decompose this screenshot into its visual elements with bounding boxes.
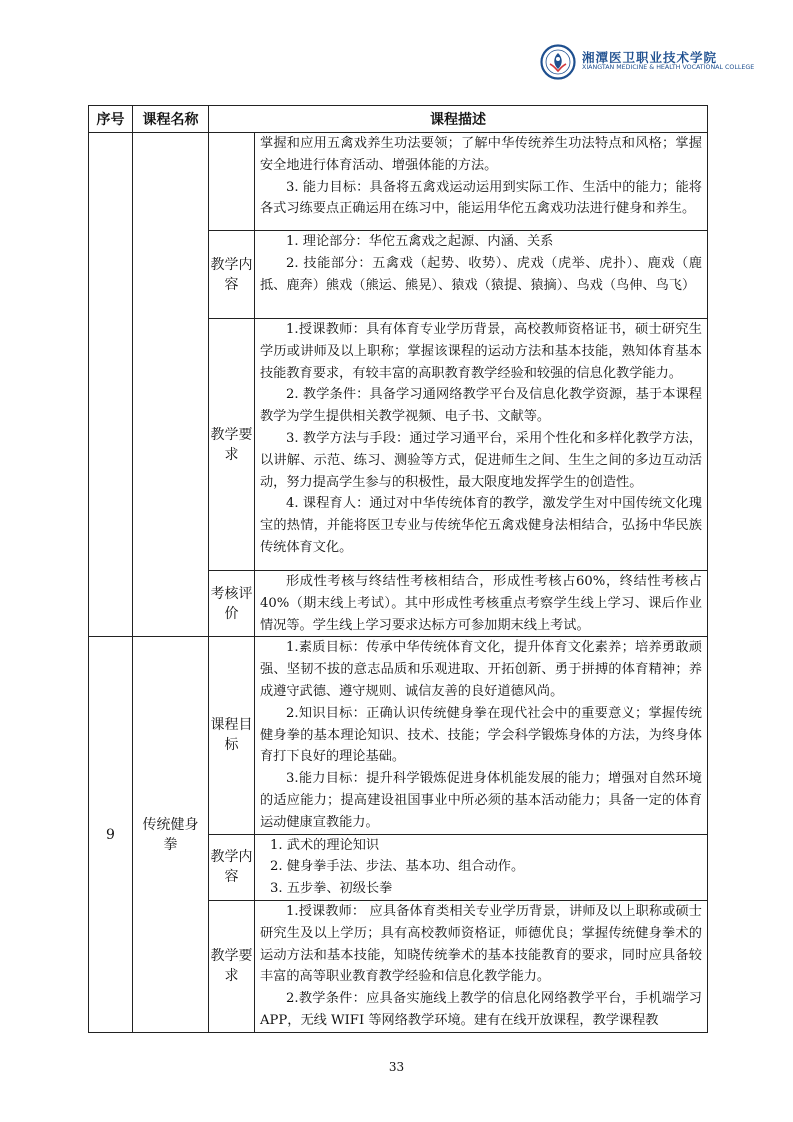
header-no: 序号 (89, 106, 133, 133)
goal-text: 2.知识目标：正确认识传统健身拳在现代社会中的重要意义；掌握传统健身拳的基本理论知识、技术、技能；学会科学锻炼身体的方法，为终身体育打下良好的理论基础。 (260, 705, 702, 765)
requirements-desc-cell (255, 319, 708, 571)
evaluation-desc-cell (255, 571, 708, 637)
content-label: 教学内容 (209, 231, 255, 319)
requirements-label: 教学要求 (209, 319, 255, 571)
header-course-name: 课程名称 (133, 106, 209, 133)
goal-text: 掌握和应用五禽戏养生功法要领；了解中华传统养生功法特点和风格；掌握安全地进行体育活动、增强体能的方法。 (260, 136, 702, 173)
content-text: 1. 武术的理论知识 (270, 837, 380, 853)
course-name: 传统健身拳 (133, 637, 209, 1033)
table-header-row (89, 106, 708, 133)
content-text: 1. 理论部分：华佗五禽戏之起源、内涵、关系 (286, 234, 554, 249)
evaluation-text: 形成性考核与终结性考核相结合，形成性考核占60%，终结性考核占40%（期末线上考试）。其中形成性考核重点考察学生线上学习、课后作业情况等。学生线上学习要求达标方可参加期末线上考试。 (260, 574, 702, 633)
content-label: 教学内容 (209, 834, 255, 900)
content-desc-cell (255, 834, 708, 900)
content-text: 2. 技能部分：五禽戏（起势、收势）、虎戏（虎举、虎扑）、鹿戏（鹿抵、鹿奔）熊戏（熊运、熊晃）、猿戏（猿提、猿摘）、鸟戏（鸟伸、鸟飞） (260, 255, 702, 293)
content-text: 2. 健身拳手法、步法、基本功、组合动作。 (270, 859, 525, 875)
course-no-cell (89, 133, 133, 637)
goal-text: 1.素质目标：传承中华传统体育文化，提升体育文化素养；培养勇敢顽强、坚韧不拔的意志品质和乐观进取、开拓创新、勇于拼搏的体育精神；养成遵守武德、遵守规则、诚信友善的良好道德风尚。 (260, 640, 702, 699)
goal-label: 课程目标 (209, 637, 255, 834)
requirement-text: 2.教学条件：应具备实施线上教学的信息化网络教学平台，手机端学习 APP，无线 WIFI 等网络教学环境。建有在线开放课程，教学课程教 (260, 991, 702, 1028)
requirement-text: 4. 课程育人：通过对中华传统体育的教学，激发学生对中国传统文化瑰宝的热情，并能将医卫专业与传统华佗五禽戏健身法相结合，弘扬中华民族传统体育文化。 (260, 496, 702, 555)
course-no: 9 (89, 637, 133, 1033)
content-desc-cell (255, 231, 708, 319)
goal-label-cell (209, 133, 255, 231)
college-logo (540, 44, 755, 80)
requirements-label: 教学要求 (209, 900, 255, 1032)
college-name-en: XIANGTAN MEDICINE & HEALTH VOCATIONAL COLLEGE (582, 64, 755, 71)
goal-text: 3.能力目标：提升科学锻炼促进身体机能发展的能力；增强对自然环境的适应能力；提高建设祖国事业中所必须的基本活动能力；具备一定的体育运动健康宣教能力。 (260, 771, 702, 830)
header-course-description: 课程描述 (209, 106, 708, 133)
requirements-desc-cell (255, 900, 708, 1032)
goal-text: 3. 能力目标：具备将五禽戏运动运用到实际工作、生活中的能力；能将各式习练要点正确运用在练习中，能运用华佗五禽戏功法进行健身和养生。 (260, 179, 702, 217)
content-text: 3. 五步拳、初级长拳 (270, 881, 393, 897)
table-row (89, 133, 708, 231)
course-name-cell (133, 133, 209, 637)
page-number: 33 (388, 1060, 405, 1074)
requirement-text: 1.授课教师：具有体育专业学历背景，高校教师资格证书，硕士研究生学历或讲师及以上职称；掌握该课程的运动方法和基本技能，熟知体育基本技能教育要求，有较丰富的高职教育教学经验和较强的信息化教学能力。 (260, 322, 702, 381)
evaluation-label: 考核评价 (209, 571, 255, 637)
college-name: 湘潭医卫职业技术学院 (582, 50, 718, 65)
goal-desc-cell (255, 133, 708, 231)
course-table (88, 105, 708, 1033)
college-emblem-icon (540, 44, 576, 80)
goal-desc-cell (255, 637, 708, 834)
table-row (89, 637, 708, 834)
requirement-text: 1.授课教师： 应具备体育类相关专业学历背景，讲师及以上职称或硕士研究生及以上学历；具有高校教师资格证，师德优良；掌握传统健身拳术的运动方法和基本技能，知晓传统拳术的基本技能教育的要求，同时应具备较丰富的高等职业教育教学经验和信息化教学能力。 (260, 903, 702, 985)
requirement-text: 2. 教学条件：具备学习通网络教学平台及信息化教学资源，基于本课程教学为学生提供相关教学视频、电子书、文献等。 (260, 387, 702, 425)
requirement-text: 3. 教学方法与手段：通过学习通平台，采用个性化和多样化教学方法，以讲解、示范、练习、测验等方式，促进师生之间、生生之间的多边互动活动，努力提高学生参与的积极性，最大限度地发挥学生的创造性。 (260, 430, 702, 490)
